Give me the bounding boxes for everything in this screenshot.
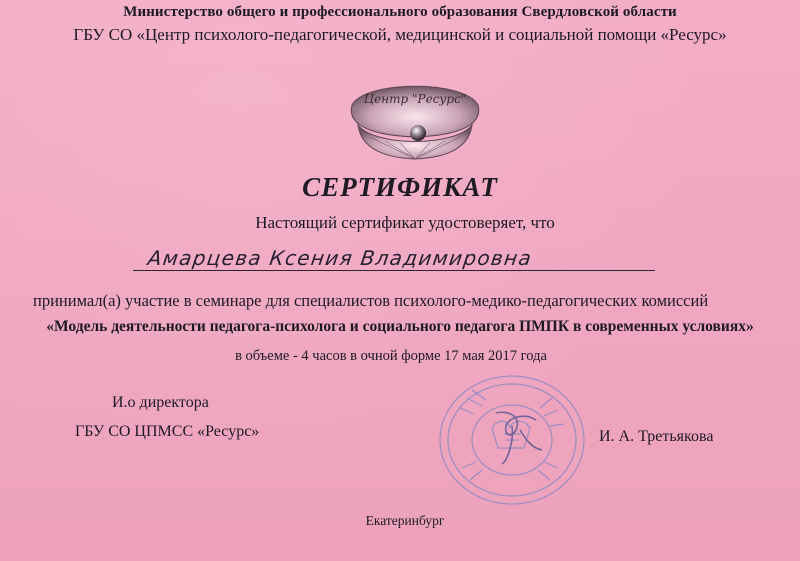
ministry-heading: Министерство общего и профессионального образования Свердловской области [123, 4, 677, 20]
participation-text: принимал(а) участие в семинаре для специалистов психолого-медико-педагогических комиссий [33, 291, 709, 310]
pearl-shell-icon [340, 75, 490, 165]
volume-text: в объеме - 4 часов в очной форме 17 мая 2017 года [235, 348, 547, 364]
certifies-text: Настоящий сертификат удостоверяет, что [255, 213, 555, 232]
seminar-title: «Модель деятельности педагога-психолога и социального педагога ПМПК в современных условиях» [46, 318, 754, 335]
name-underline [133, 270, 655, 271]
organization-heading: ГБУ СО «Центр психолого-педагогической, медицинской и социальной помощи «Ресурс» [73, 25, 727, 44]
director-organization: ГБУ СО ЦПМСС «Ресурс» [75, 423, 260, 440]
director-title: И.о директора [112, 394, 209, 411]
recipient-name: Амарцева Ксения Владимировна [146, 246, 534, 270]
official-stamp-icon [412, 368, 590, 508]
certificate-title: СЕРТИФИКАТ [302, 172, 498, 202]
city: Екатеринбург [365, 513, 445, 528]
logo-text: Центр "Ресурс" [363, 92, 467, 106]
signer-name: И. А. Третьякова [599, 428, 714, 445]
